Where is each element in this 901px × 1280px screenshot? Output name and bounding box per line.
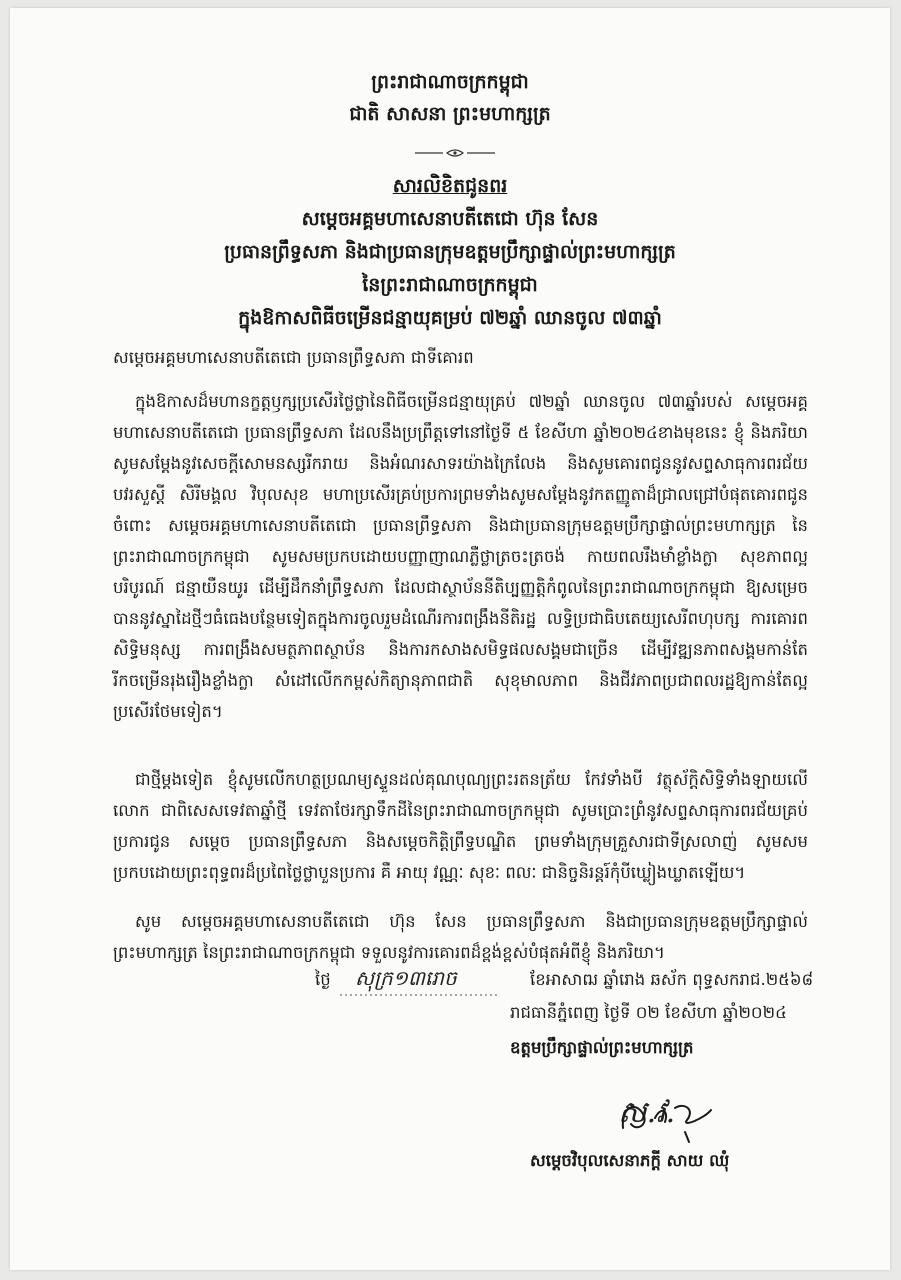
- signature-mark: ស.វ.: [618, 1095, 676, 1130]
- dotted-fill-line: [340, 993, 500, 997]
- lunar-date: ខែអាសាឍ ឆ្នាំរោង ឆស័ក ពុទ្ធសករាជ.២៥៦៨: [530, 970, 814, 989]
- place-date: រាជធានីភ្នំពេញ ថ្ងៃទី ០២ ខែសីហា ឆ្នាំ២០២៤: [510, 1003, 787, 1022]
- signatory-name: សម្តេចវិបុលសេនាភក្តី សាយ ឈុំ: [530, 1151, 730, 1170]
- signatory-position: ឧត្តមប្រឹក្សាផ្ទាល់ព្រះមហាក្សត្រ: [510, 1038, 694, 1057]
- recipient-name: សម្តេចអគ្គមហាសេនាបតីតេជោ ហ៊ុន សែន: [301, 208, 599, 230]
- recipient-country: នៃព្រះរាជាណាចក្រកម្ពុជា: [362, 274, 538, 296]
- letter-title: សារលិខិតជូនពរ: [392, 175, 508, 197]
- letter-page: [10, 8, 890, 1270]
- date-day-label: ថ្ងៃ: [315, 970, 331, 989]
- salutation: សម្តេចអគ្គមហាសេនាបតីតេជោ ប្រធានព្រឹទ្ធសភា ជាទីគោរព: [113, 348, 474, 367]
- kingdom-header: ព្រះរាជាណាចក្រកម្ពុជា: [371, 71, 529, 93]
- signature-scribble: [615, 1088, 725, 1148]
- motto-header: ជាតិ សាសនា ព្រះមហាក្សត្រ: [349, 103, 551, 125]
- paragraph-2: ជាថ្មីម្តងទៀត ខ្ញុំសូមលើកហត្ថប្រណម្យស្ទួនដល់គុណបុណ្យព្រះរតនត្រ័យ កែវទាំងបី វត្ថុស័ក្តិសិទ្ធិទាំងឡាយលើលោក ជាពិសេសទេវតាឆ្នាំថ្មី ទេវតាថែរក្សាទឹកដីនៃព្រះរាជាណាចក្រកម្ពុជា សូមប្រោះព្រំនូវសព្ទសាធុការពរជ័យគ្រប់ប្រការជូន សម្តេច ប្រធានព្រឹទ្ធសភា និងសម្តេចកិត្តិព្រឹទ្ធបណ្ឌិត ព្រមទាំងក្រុមគ្រួសារជាទីស្រលាញ់ សូមសមប្រកបដោយព្រះពុទ្ធពរដ៏ប្រពៃថ្លៃថ្លាបួនប្រការ គឺ អាយុ វណ្ណៈ សុខៈ ពលៈ ជានិច្ចនិរន្តរ៍កុំបីឃ្លៀងឃ្លាតឡើយ។: [113, 770, 808, 882]
- paragraph-3: សូម សម្តេចអគ្គមហាសេនាបតីតេជោ ហ៊ុន សែន ប្រធានព្រឹទ្ធសភា និងជាប្រធានក្រុមឧត្តមប្រឹក្សាផ្ទាល់ព្រះមហាក្សត្រ នៃព្រះរាជាណាចក្រកម្ពុជា ទទួលនូវការគោរពដ៏ខ្ពង់ខ្ពស់បំផុតអំពីខ្ញុំ និងភរិយា។: [113, 912, 808, 962]
- handwritten-day: សុក្រ១៣រោច: [355, 966, 457, 990]
- paragraph-1: ក្នុងឱកាសដ៏មហានក្ខត្តឫក្សប្រសើរថ្លៃថ្លានៃពិធីចម្រើនជន្មាយុគ្រប់ ៧២ឆ្នាំ ឈានចូល ៧៣ឆ្នាំរបស់ សម្តេចអគ្គមហាសេនាបតីតេជោ ប្រធានព្រឹទ្ធសភា ដែលនឹងប្រព្រឹត្តទៅនៅថ្ងៃទី ៥ ខែសីហា ឆ្នាំ២០២៤ខាងមុខនេះ ខ្ញុំ និងភរិយា សូមសម្តែងនូវសេចក្តីសោមនស្សរីករាយ និងអំណរសាទរយ៉ាងក្រៃលែង និងសូមគោរពជូននូវសព្ទសាធុការពរជ័យ បវរសួស្តី សិរីមង្គល វិបុលសុខ មហាប្រសើរគ្រប់ប្រការព្រមទាំងសូមសម្តែងនូវកតញ្ញូតាដ៏ជ្រាលជ្រៅបំផុតគោរពជូនចំពោះ សម្តេចអគ្គមហាសេនាបតីតេជោ ប្រធានព្រឹទ្ធសភា និងជាប្រធានក្រុមឧត្តមប្រឹក្សាផ្ទាល់ព្រះមហាក្សត្រ នៃព្រះរាជាណាចក្រកម្ពុជា សូមសមប្រកបដោយបញ្ញាញាណភ្លឺថ្លាត្រចះត្រចង់ កាយពលរឹងមាំខ្លាំងក្លា សុខភាពល្អបរិបូរណ៍ ជន្មាយឺនយូរ ដើម្បីដឹកនាំព្រឹទ្ធសភា ដែលជាស្ថាប័ននីតិប្បញ្ញត្តិកំពូលនៃព្រះរាជាណាចក្រកម្ពុជា ឱ្យសម្រេចបាននូវស្នាដៃថ្មីៗធំធេងបន្ថែមទៀតក្នុងការចូលរួមដំណើរការពង្រឹងនីតិរដ្ឋ លទ្ធិប្រជាធិបតេយ្យសេរីពហុបក្ស ការគោរពសិទ្ធិមនុស្ស ការពង្រឹងសមត្ថភាពស្ថាប័ន និងការកសាងសមិទ្ធផលសង្គមជាច្រើន ដើម្បីវឌ្ឍនភាពសង្គមកាន់តែរីកចម្រើនរុងរឿងខ្លាំងក្លា សំដៅលើកកម្ពស់កិត្យានុភាពជាតិ សុខុមាលភាព និងជីវភាពប្រជាពលរដ្ឋឱ្យកាន់តែល្អប្រសើរថែមទៀត។: [113, 392, 808, 721]
- occasion-line: ក្នុងឱកាសពិធីចម្រើនជន្មាយុគម្រប់ ៧២ឆ្នាំ ឈានចូល ៧៣ឆ្នាំ: [238, 307, 662, 329]
- recipient-position: ប្រធានព្រឹទ្ធសភា និងជាប្រធានក្រុមឧត្តមប្រឹក្សាផ្ទាល់ព្រះមហាក្សត្រ: [224, 241, 676, 263]
- ornament-divider: [415, 147, 495, 159]
